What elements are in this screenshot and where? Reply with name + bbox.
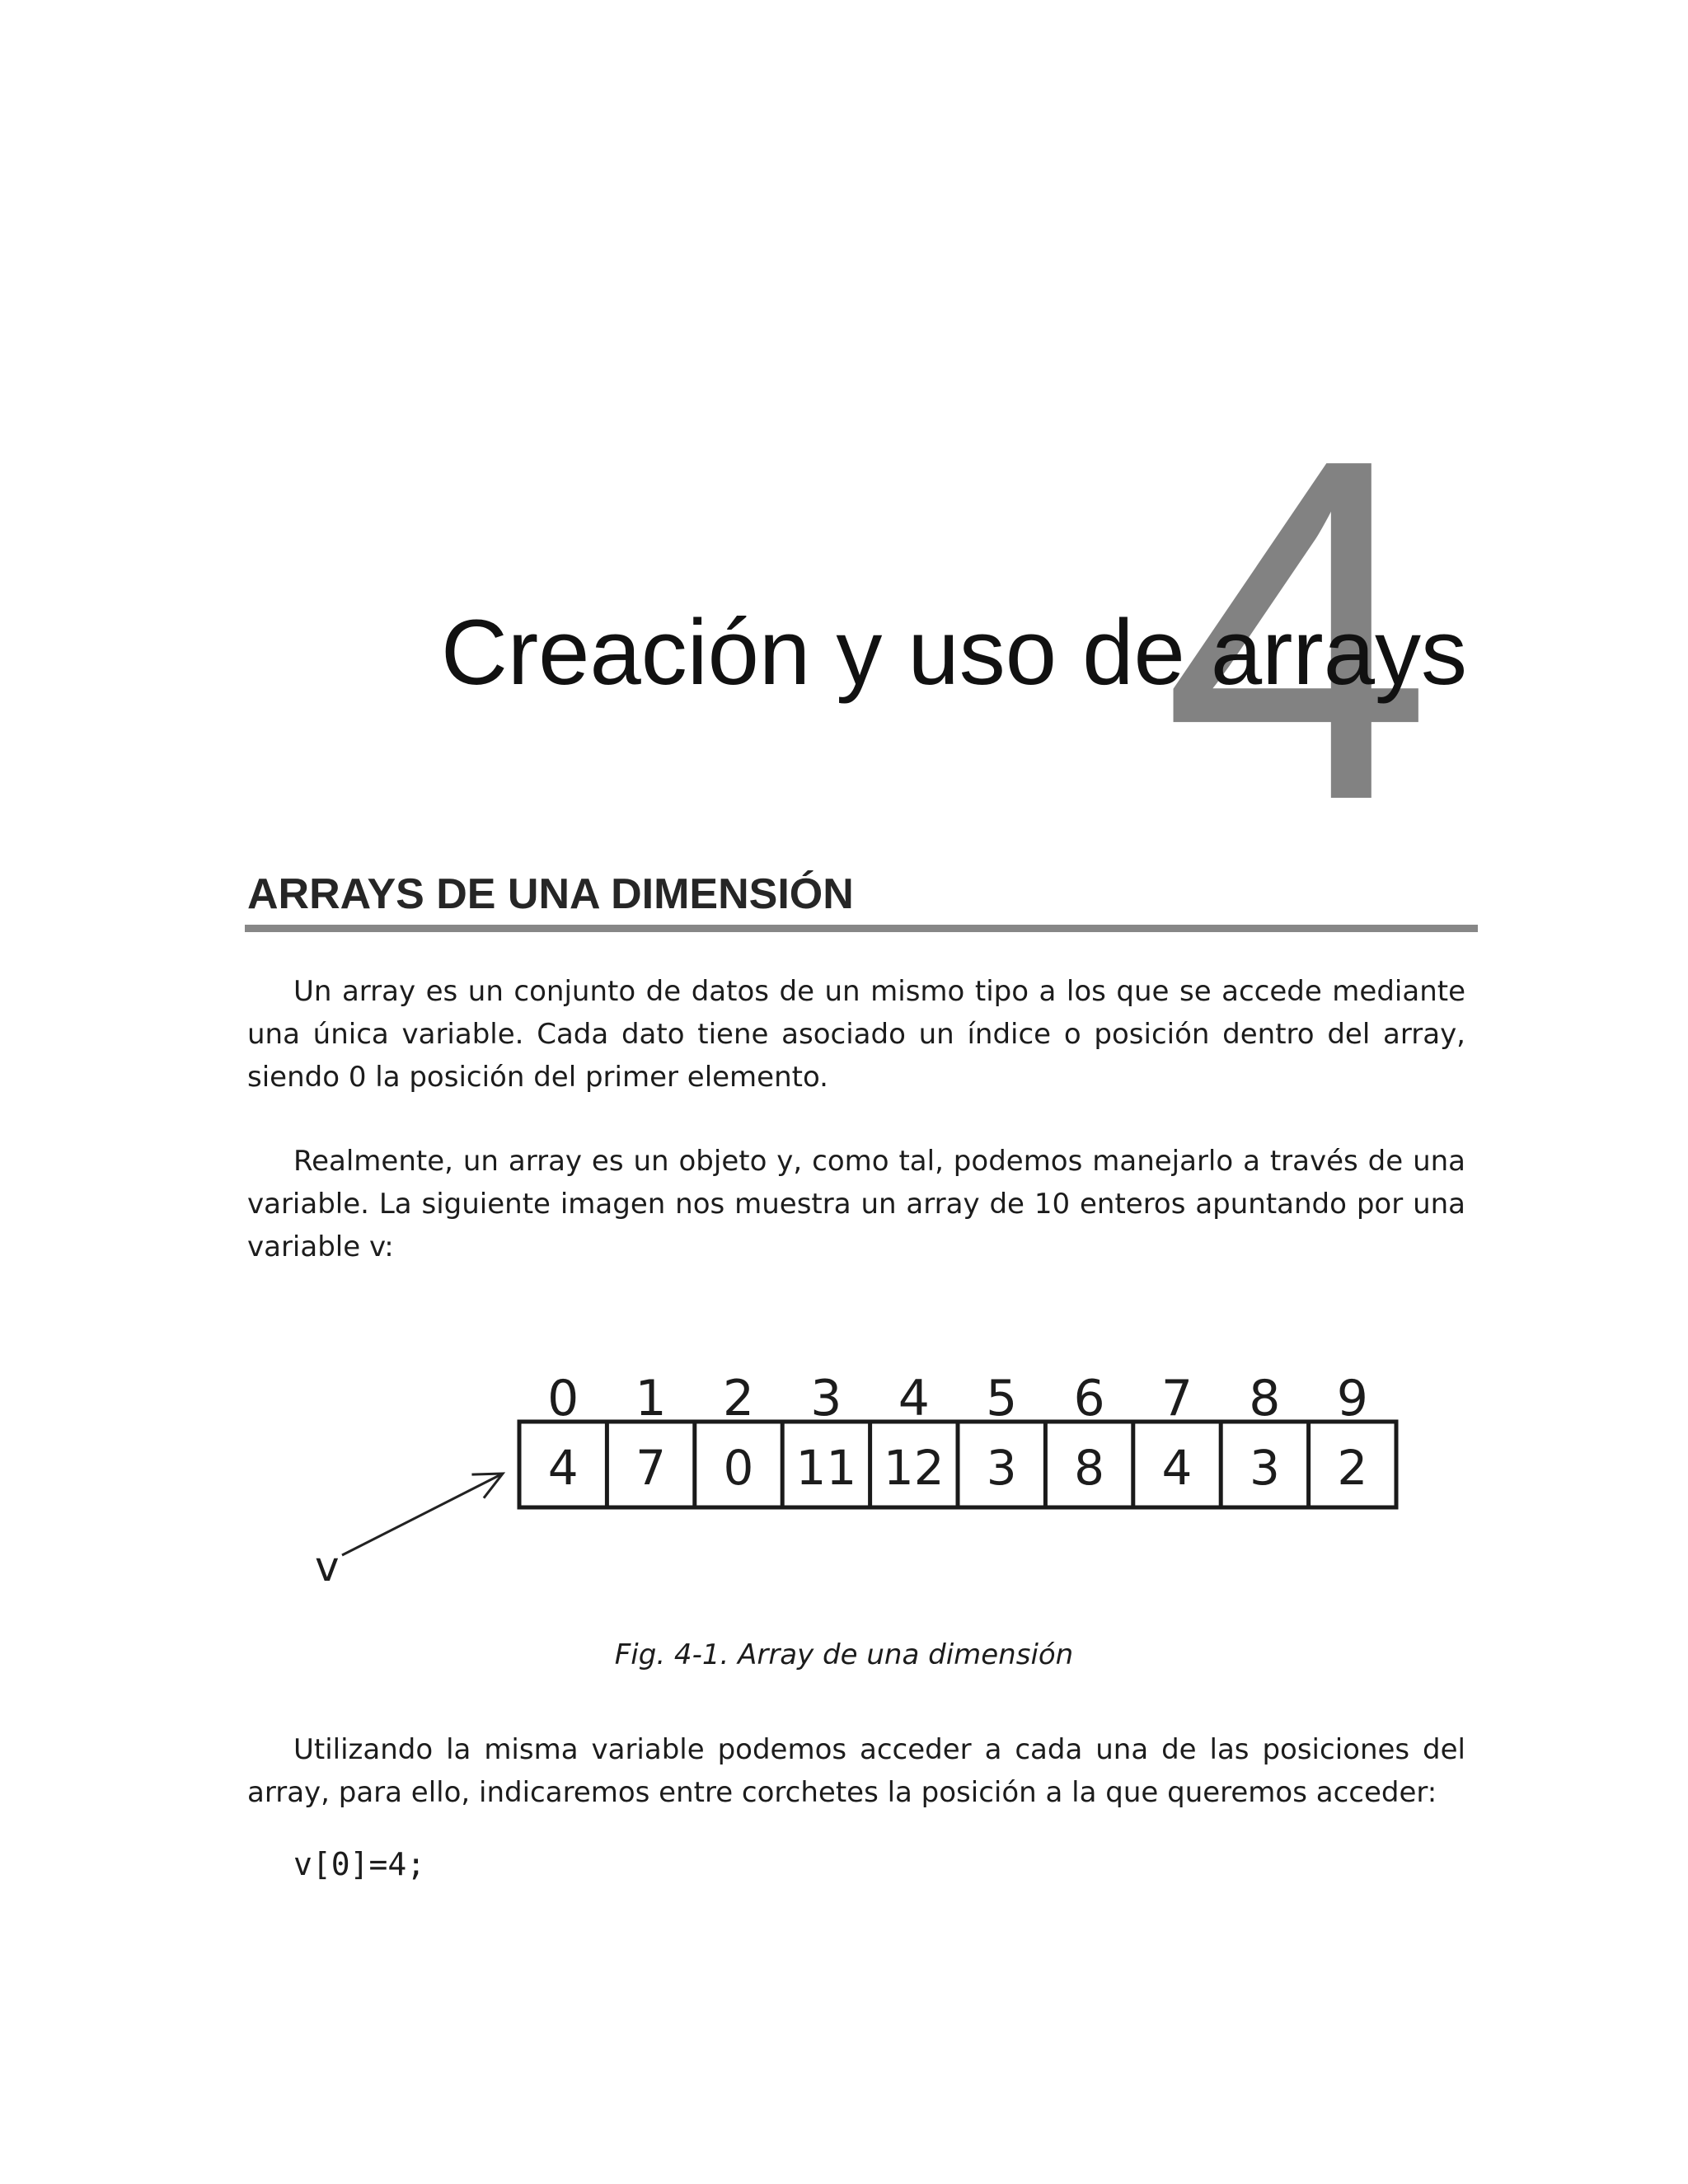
array-index-label: 6 — [1073, 1370, 1105, 1427]
array-index-label: 5 — [986, 1370, 1018, 1427]
array-index-label: 1 — [635, 1370, 667, 1427]
code-example: v[0]=4; — [293, 1846, 426, 1882]
array-cell-value: 4 — [547, 1440, 579, 1496]
paragraph-intro: Un array es un conjunto de datos de un mismo tipo a los que se accede mediante una única variable. Cada dato tiene asociado un índice o posición dentro del array, siendo 0 la posición del primer elemento. — [247, 975, 1465, 1094]
array-cell-value: 0 — [723, 1440, 754, 1496]
variable-label: v — [315, 1543, 340, 1591]
array-cell-value: 3 — [986, 1440, 1017, 1496]
array-index-label: 7 — [1160, 1370, 1193, 1427]
figure-caption: Fig. 4-1. Array de una dimensión — [614, 1638, 1074, 1671]
array-cell-value: 11 — [795, 1440, 857, 1496]
array-index-label: 9 — [1336, 1370, 1368, 1427]
array-cell-value: 2 — [1337, 1440, 1368, 1496]
array-cell-value: 4 — [1161, 1440, 1193, 1496]
array-cell-value: 8 — [1074, 1440, 1105, 1496]
paragraph-array-object: Realmente, un array es un objeto y, como tal, podemos manejarlo a través de una variable. La siguiente imagen nos muestra un array de 10 enteros apuntando por una variable v: — [247, 1145, 1465, 1263]
array-index-label: 8 — [1249, 1370, 1281, 1427]
array-index-label: 4 — [898, 1370, 930, 1427]
chapter-title: Creación y uso de arrays — [441, 601, 1468, 704]
chapter-number: 4 — [1162, 359, 1433, 902]
array-cell-value: 12 — [883, 1440, 945, 1496]
section-heading: ARRAYS DE UNA DIMENSIÓN — [247, 870, 854, 918]
pointer-arrow — [342, 1474, 503, 1555]
array-index-labels — [547, 1370, 1368, 1427]
array-cell-value: 7 — [635, 1440, 667, 1496]
paragraph-access: Utilizando la misma variable podemos acceder a cada una de las posiciones del array, para ello, indicaremos entre corchetes la posición a la que queremos acceder: — [247, 1733, 1465, 1809]
array-index-label: 3 — [810, 1370, 842, 1427]
array-index-label: 0 — [547, 1370, 579, 1427]
array-index-label: 2 — [722, 1370, 755, 1427]
array-cell-value: 3 — [1249, 1440, 1280, 1496]
